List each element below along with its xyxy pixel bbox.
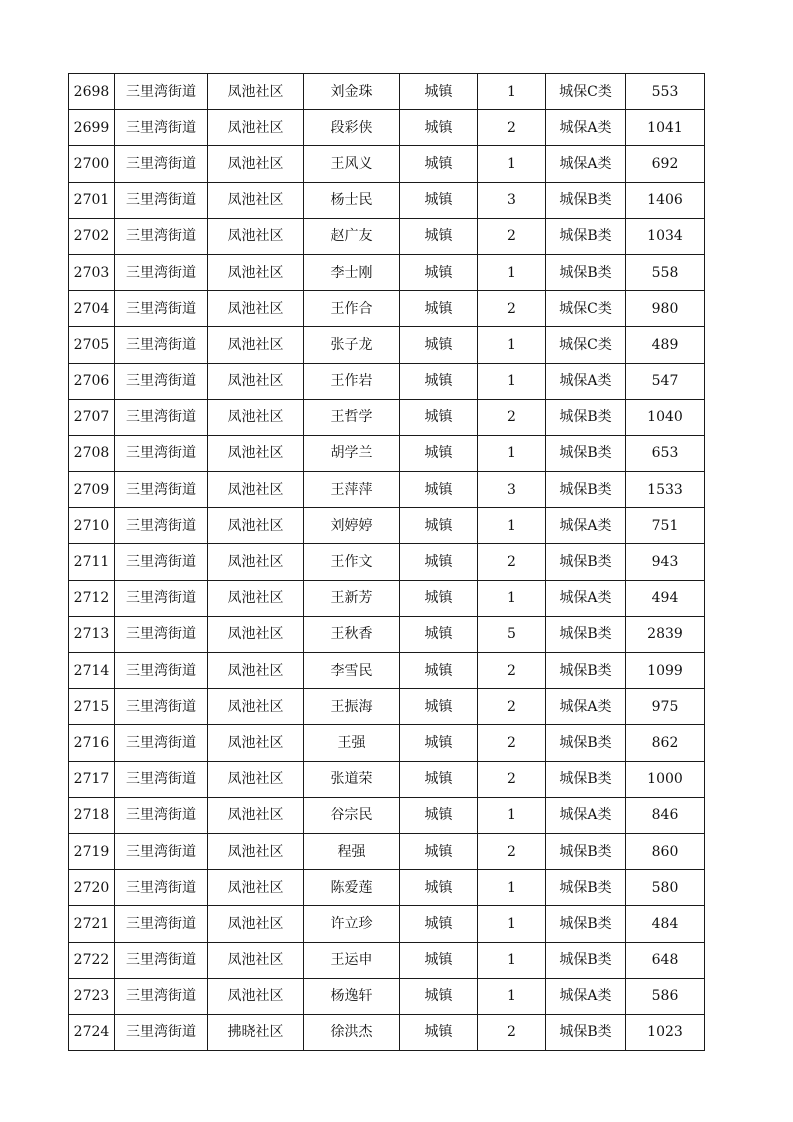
household-count-cell: 1 [478, 435, 546, 471]
community-cell: 凤池社区 [208, 797, 304, 833]
category-cell: 城保C类 [546, 327, 626, 363]
name-cell: 王振海 [304, 689, 400, 725]
amount-cell: 1041 [626, 110, 705, 146]
street-cell: 三里湾街道 [115, 761, 208, 797]
area-type-cell: 城镇 [400, 833, 478, 869]
community-cell: 凤池社区 [208, 327, 304, 363]
community-cell: 凤池社区 [208, 689, 304, 725]
table-row [69, 182, 705, 218]
table-row [69, 906, 705, 942]
community-cell: 凤池社区 [208, 870, 304, 906]
community-cell: 凤池社区 [208, 544, 304, 580]
category-cell: 城保B类 [546, 653, 626, 689]
street-cell: 三里湾街道 [115, 399, 208, 435]
table-row [69, 761, 705, 797]
area-type-cell: 城镇 [400, 978, 478, 1014]
table-row [69, 110, 705, 146]
area-type-cell: 城镇 [400, 74, 478, 110]
street-cell: 三里湾街道 [115, 942, 208, 978]
household-count-cell: 1 [478, 906, 546, 942]
area-type-cell: 城镇 [400, 435, 478, 471]
amount-cell: 751 [626, 508, 705, 544]
table-row [69, 327, 705, 363]
community-cell: 凤池社区 [208, 942, 304, 978]
community-cell: 凤池社区 [208, 254, 304, 290]
community-cell: 凤池社区 [208, 508, 304, 544]
household-count-cell: 1 [478, 74, 546, 110]
category-cell: 城保B类 [546, 472, 626, 508]
area-type-cell: 城镇 [400, 616, 478, 652]
community-cell: 凤池社区 [208, 725, 304, 761]
area-type-cell: 城镇 [400, 580, 478, 616]
table-row [69, 725, 705, 761]
street-cell: 三里湾街道 [115, 291, 208, 327]
household-count-cell: 1 [478, 797, 546, 833]
street-cell: 三里湾街道 [115, 472, 208, 508]
community-cell: 凤池社区 [208, 616, 304, 652]
community-cell: 凤池社区 [208, 218, 304, 254]
name-cell: 胡学兰 [304, 435, 400, 471]
category-cell: 城保A类 [546, 363, 626, 399]
community-cell: 凤池社区 [208, 580, 304, 616]
row-id-cell: 2721 [69, 906, 115, 942]
household-count-cell: 2 [478, 653, 546, 689]
amount-cell: 1000 [626, 761, 705, 797]
area-type-cell: 城镇 [400, 399, 478, 435]
row-id-cell: 2716 [69, 725, 115, 761]
row-id-cell: 2723 [69, 978, 115, 1014]
name-cell: 王运申 [304, 942, 400, 978]
area-type-cell: 城镇 [400, 544, 478, 580]
street-cell: 三里湾街道 [115, 978, 208, 1014]
row-id-cell: 2724 [69, 1014, 115, 1050]
category-cell: 城保B类 [546, 833, 626, 869]
data-table [68, 73, 705, 1051]
household-count-cell: 5 [478, 616, 546, 652]
area-type-cell: 城镇 [400, 254, 478, 290]
household-count-cell: 2 [478, 689, 546, 725]
household-count-cell: 1 [478, 870, 546, 906]
street-cell: 三里湾街道 [115, 218, 208, 254]
street-cell: 三里湾街道 [115, 580, 208, 616]
category-cell: 城保A类 [546, 689, 626, 725]
amount-cell: 1040 [626, 399, 705, 435]
name-cell: 刘婷婷 [304, 508, 400, 544]
amount-cell: 862 [626, 725, 705, 761]
category-cell: 城保C类 [546, 74, 626, 110]
household-count-cell: 2 [478, 1014, 546, 1050]
row-id-cell: 2718 [69, 797, 115, 833]
category-cell: 城保B类 [546, 254, 626, 290]
row-id-cell: 2708 [69, 435, 115, 471]
amount-cell: 692 [626, 146, 705, 182]
category-cell: 城保B类 [546, 218, 626, 254]
community-cell: 拂晓社区 [208, 1014, 304, 1050]
street-cell: 三里湾街道 [115, 508, 208, 544]
name-cell: 王风义 [304, 146, 400, 182]
table-row [69, 363, 705, 399]
amount-cell: 860 [626, 833, 705, 869]
community-cell: 凤池社区 [208, 761, 304, 797]
amount-cell: 975 [626, 689, 705, 725]
table-row [69, 146, 705, 182]
area-type-cell: 城镇 [400, 1014, 478, 1050]
category-cell: 城保A类 [546, 110, 626, 146]
household-count-cell: 3 [478, 472, 546, 508]
community-cell: 凤池社区 [208, 146, 304, 182]
amount-cell: 558 [626, 254, 705, 290]
name-cell: 李士刚 [304, 254, 400, 290]
household-count-cell: 2 [478, 218, 546, 254]
row-id-cell: 2705 [69, 327, 115, 363]
row-id-cell: 2710 [69, 508, 115, 544]
household-count-cell: 1 [478, 942, 546, 978]
table-body [69, 74, 705, 1051]
row-id-cell: 2719 [69, 833, 115, 869]
street-cell: 三里湾街道 [115, 146, 208, 182]
table-row [69, 435, 705, 471]
area-type-cell: 城镇 [400, 689, 478, 725]
community-cell: 凤池社区 [208, 472, 304, 508]
street-cell: 三里湾街道 [115, 870, 208, 906]
amount-cell: 553 [626, 74, 705, 110]
table-row [69, 580, 705, 616]
amount-cell: 580 [626, 870, 705, 906]
amount-cell: 1034 [626, 218, 705, 254]
area-type-cell: 城镇 [400, 472, 478, 508]
household-count-cell: 2 [478, 544, 546, 580]
area-type-cell: 城镇 [400, 653, 478, 689]
table-row [69, 508, 705, 544]
amount-cell: 494 [626, 580, 705, 616]
row-id-cell: 2712 [69, 580, 115, 616]
area-type-cell: 城镇 [400, 110, 478, 146]
row-id-cell: 2709 [69, 472, 115, 508]
amount-cell: 1533 [626, 472, 705, 508]
community-cell: 凤池社区 [208, 182, 304, 218]
name-cell: 王作文 [304, 544, 400, 580]
category-cell: 城保B类 [546, 1014, 626, 1050]
name-cell: 杨士民 [304, 182, 400, 218]
row-id-cell: 2701 [69, 182, 115, 218]
household-count-cell: 1 [478, 580, 546, 616]
category-cell: 城保A类 [546, 146, 626, 182]
amount-cell: 648 [626, 942, 705, 978]
street-cell: 三里湾街道 [115, 363, 208, 399]
street-cell: 三里湾街道 [115, 1014, 208, 1050]
name-cell: 王秋香 [304, 616, 400, 652]
row-id-cell: 2717 [69, 761, 115, 797]
category-cell: 城保A类 [546, 580, 626, 616]
community-cell: 凤池社区 [208, 906, 304, 942]
street-cell: 三里湾街道 [115, 254, 208, 290]
area-type-cell: 城镇 [400, 508, 478, 544]
name-cell: 陈爱莲 [304, 870, 400, 906]
name-cell: 王作合 [304, 291, 400, 327]
row-id-cell: 2714 [69, 653, 115, 689]
table-row [69, 797, 705, 833]
street-cell: 三里湾街道 [115, 725, 208, 761]
area-type-cell: 城镇 [400, 146, 478, 182]
row-id-cell: 2700 [69, 146, 115, 182]
category-cell: 城保B类 [546, 906, 626, 942]
household-count-cell: 2 [478, 761, 546, 797]
name-cell: 赵广友 [304, 218, 400, 254]
amount-cell: 1099 [626, 653, 705, 689]
table-row [69, 472, 705, 508]
household-count-cell: 1 [478, 363, 546, 399]
household-count-cell: 1 [478, 254, 546, 290]
community-cell: 凤池社区 [208, 110, 304, 146]
category-cell: 城保B类 [546, 544, 626, 580]
name-cell: 段彩侠 [304, 110, 400, 146]
table-row [69, 616, 705, 652]
amount-cell: 1023 [626, 1014, 705, 1050]
row-id-cell: 2711 [69, 544, 115, 580]
row-id-cell: 2703 [69, 254, 115, 290]
street-cell: 三里湾街道 [115, 544, 208, 580]
table-row [69, 1014, 705, 1050]
area-type-cell: 城镇 [400, 797, 478, 833]
area-type-cell: 城镇 [400, 761, 478, 797]
row-id-cell: 2699 [69, 110, 115, 146]
table-row [69, 544, 705, 580]
amount-cell: 547 [626, 363, 705, 399]
table-row [69, 689, 705, 725]
row-id-cell: 2715 [69, 689, 115, 725]
amount-cell: 846 [626, 797, 705, 833]
name-cell: 张子龙 [304, 327, 400, 363]
row-id-cell: 2722 [69, 942, 115, 978]
name-cell: 王哲学 [304, 399, 400, 435]
category-cell: 城保A类 [546, 508, 626, 544]
household-count-cell: 2 [478, 110, 546, 146]
table-row [69, 833, 705, 869]
table-row [69, 978, 705, 1014]
name-cell: 张道荣 [304, 761, 400, 797]
row-id-cell: 2713 [69, 616, 115, 652]
name-cell: 杨逸轩 [304, 978, 400, 1014]
row-id-cell: 2704 [69, 291, 115, 327]
area-type-cell: 城镇 [400, 725, 478, 761]
name-cell: 王萍萍 [304, 472, 400, 508]
community-cell: 凤池社区 [208, 653, 304, 689]
street-cell: 三里湾街道 [115, 689, 208, 725]
category-cell: 城保A类 [546, 978, 626, 1014]
table-row [69, 399, 705, 435]
area-type-cell: 城镇 [400, 906, 478, 942]
street-cell: 三里湾街道 [115, 797, 208, 833]
name-cell: 李雪民 [304, 653, 400, 689]
household-count-cell: 1 [478, 327, 546, 363]
amount-cell: 1406 [626, 182, 705, 218]
household-count-cell: 1 [478, 978, 546, 1014]
name-cell: 王新芳 [304, 580, 400, 616]
amount-cell: 489 [626, 327, 705, 363]
table-row [69, 254, 705, 290]
amount-cell: 980 [626, 291, 705, 327]
street-cell: 三里湾街道 [115, 327, 208, 363]
name-cell: 徐洪杰 [304, 1014, 400, 1050]
category-cell: 城保B类 [546, 616, 626, 652]
area-type-cell: 城镇 [400, 870, 478, 906]
community-cell: 凤池社区 [208, 363, 304, 399]
area-type-cell: 城镇 [400, 218, 478, 254]
table-row [69, 942, 705, 978]
category-cell: 城保C类 [546, 291, 626, 327]
name-cell: 谷宗民 [304, 797, 400, 833]
amount-cell: 586 [626, 978, 705, 1014]
community-cell: 凤池社区 [208, 978, 304, 1014]
row-id-cell: 2720 [69, 870, 115, 906]
category-cell: 城保B类 [546, 182, 626, 218]
household-count-cell: 2 [478, 399, 546, 435]
name-cell: 许立珍 [304, 906, 400, 942]
category-cell: 城保B类 [546, 435, 626, 471]
household-count-cell: 2 [478, 833, 546, 869]
street-cell: 三里湾街道 [115, 616, 208, 652]
amount-cell: 943 [626, 544, 705, 580]
area-type-cell: 城镇 [400, 327, 478, 363]
amount-cell: 484 [626, 906, 705, 942]
community-cell: 凤池社区 [208, 399, 304, 435]
street-cell: 三里湾街道 [115, 182, 208, 218]
category-cell: 城保B类 [546, 399, 626, 435]
row-id-cell: 2702 [69, 218, 115, 254]
household-count-cell: 1 [478, 146, 546, 182]
street-cell: 三里湾街道 [115, 833, 208, 869]
area-type-cell: 城镇 [400, 942, 478, 978]
table-row [69, 870, 705, 906]
community-cell: 凤池社区 [208, 435, 304, 471]
amount-cell: 653 [626, 435, 705, 471]
category-cell: 城保B类 [546, 942, 626, 978]
street-cell: 三里湾街道 [115, 906, 208, 942]
category-cell: 城保B类 [546, 870, 626, 906]
street-cell: 三里湾街道 [115, 653, 208, 689]
table-row [69, 218, 705, 254]
row-id-cell: 2707 [69, 399, 115, 435]
household-count-cell: 1 [478, 508, 546, 544]
street-cell: 三里湾街道 [115, 110, 208, 146]
name-cell: 程强 [304, 833, 400, 869]
area-type-cell: 城镇 [400, 291, 478, 327]
household-count-cell: 2 [478, 725, 546, 761]
name-cell: 王强 [304, 725, 400, 761]
row-id-cell: 2706 [69, 363, 115, 399]
category-cell: 城保B类 [546, 761, 626, 797]
table-row [69, 653, 705, 689]
street-cell: 三里湾街道 [115, 435, 208, 471]
table-row [69, 291, 705, 327]
household-count-cell: 3 [478, 182, 546, 218]
category-cell: 城保A类 [546, 797, 626, 833]
category-cell: 城保B类 [546, 725, 626, 761]
street-cell: 三里湾街道 [115, 74, 208, 110]
household-count-cell: 2 [478, 291, 546, 327]
area-type-cell: 城镇 [400, 363, 478, 399]
amount-cell: 2839 [626, 616, 705, 652]
community-cell: 凤池社区 [208, 74, 304, 110]
row-id-cell: 2698 [69, 74, 115, 110]
table-row [69, 74, 705, 110]
community-cell: 凤池社区 [208, 291, 304, 327]
area-type-cell: 城镇 [400, 182, 478, 218]
name-cell: 王作岩 [304, 363, 400, 399]
community-cell: 凤池社区 [208, 833, 304, 869]
name-cell: 刘金珠 [304, 74, 400, 110]
